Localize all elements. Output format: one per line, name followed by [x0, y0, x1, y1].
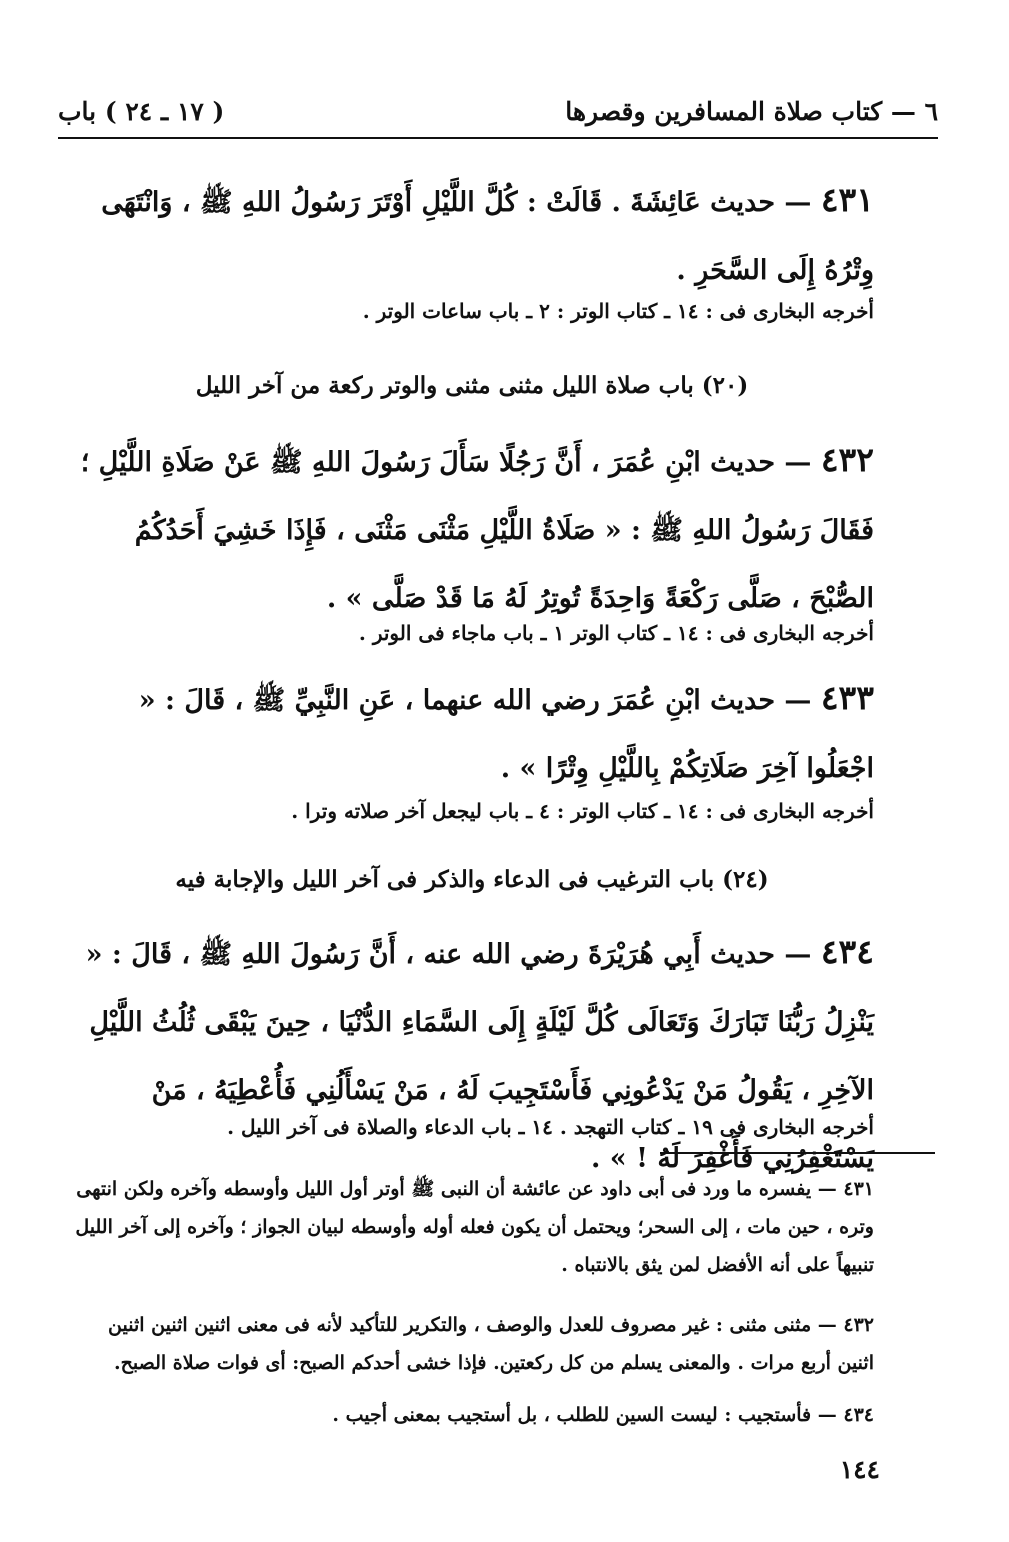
- header-section-range: ( ١٧ ـ ٢٤ ) باب: [58, 97, 225, 126]
- chapter-heading-24: (٢٤) باب الترغيب فى الدعاء والذكر فى آخر الليل والإجابة فيه: [175, 866, 769, 893]
- header-chapter-title: ٦ — كتاب صلاة المسافرين وقصرها: [565, 97, 938, 126]
- chapter-heading-20: (٢٠) باب صلاة الليل مثنى مثنى والوتر ركعة من آخر الليل: [195, 372, 749, 399]
- footnote-434: ٤٣٤ — فأستجيب : ليست السين للطلب ، بل أستجيب بمعنى أجيب .: [332, 1404, 874, 1426]
- footnote-432: ٤٣٢ — مثنى مثنى : غير مصروف للعدل والوصف ، والتكرير للتأكيد لأنه فى معنى اثنين اثنين اثنين اثنين أربع مرات . والمعنى يسلم من كل ركعتين. فإذا خشى أحدكم الصبح: أى فوات صلاة الصبح.: [108, 1314, 874, 1374]
- hadith-text: — حديث عَائِشَةَ . قَالَتْ : كُلَّ اللَّيْلِ أَوْتَرَ رَسُولُ اللهِ ﷺ ، وَانْتَهَى وِتْرُهُ إِلَى السَّحَرِ .: [101, 187, 874, 286]
- hadith-432-source: أخرجه البخارى فى : ١٤ ـ كتاب الوتر ١ ـ باب ماجاء فى الوتر .: [358, 621, 874, 645]
- page-number: ١٤٤: [839, 1455, 880, 1484]
- hadith-text: — حديث أَبِي هُرَيْرَةَ رضي الله عنه ، أَنَّ رَسُولَ اللهِ ﷺ ، قَالَ : « يَنْزِلُ رَبُّنَا تَبَارَكَ وَتَعَالَى كُلَّ لَيْلَةٍ إِلَى السَّمَاءِ الدُّنْيَا ، حِينَ يَبْقَى ثُلُثُ اللَّيْلِ الآخِرِ ، يَقُولُ مَنْ يَدْعُونِي فَأَسْتَجِيبَ لَهُ ، مَنْ يَسْأَلُنِي فَأُعْطِيَهُ ، مَنْ يَسْتَغْفِرُنِي فَأَغْفِرَ لَهُ ! » .: [85, 939, 874, 1174]
- hadith-number: ٤٣٤: [820, 932, 874, 971]
- hadith-number: ٤٣٢: [820, 440, 874, 479]
- hadith-431-source: أخرجه البخارى فى : ١٤ ـ كتاب الوتر : ٢ ـ باب ساعات الوتر .: [362, 299, 874, 323]
- hadith-number: ٤٣٣: [820, 678, 874, 717]
- hadith-432: [70, 426, 874, 633]
- hadith-434-source: أخرجه البخارى فى ١٩ ـ كتاب التهجد . ١٤ ـ باب الدعاء والصلاة فى آخر الليل .: [227, 1115, 874, 1139]
- footnote-separator: [660, 1152, 935, 1154]
- hadith-text: — حديث ابْنِ عُمَرَ رضي الله عنهما ، عَنِ النَّبِيِّ ﷺ ، قَالَ : « اجْعَلُوا آخِرَ صَلَاتِكُمْ بِاللَّيْلِ وِتْرًا » .: [138, 685, 874, 784]
- hadith-text: — حديث ابْنِ عُمَرَ ، أَنَّ رَجُلًا سَأَلَ رَسُولَ اللهِ ﷺ عَنْ صَلَاةِ اللَّيْلِ ؛ فَقَالَ رَسُولُ اللهِ ﷺ : « صَلَاةُ اللَّيْلِ مَثْنَى مَثْنَى ، فَإِذَا خَشِيَ أَحَدُكُمُ الصُّبْحَ ، صَلَّى رَكْعَةً وَاحِدَةً تُوتِرُ لَهُ مَا قَدْ صَلَّى » .: [80, 447, 874, 614]
- footnote-431: ٤٣١ — يفسره ما ورد فى أبى داود عن عائشة أن النبى ﷺ أوتر أول الليل وأوسطه وآخره ولكن انتهى وتره ، حين مات ، إلى السحر؛ ويحتمل أن يكون فعله أوله وأوسطه لبيان الجواز ؛ وآخره إلى آخر الليل تنبيهاً على أنه الأفضل لمن يثق بالانتباه .: [75, 1178, 874, 1276]
- hadith-433-source: أخرجه البخارى فى : ١٤ ـ كتاب الوتر : ٤ ـ باب ليجعل آخر صلاته وترا .: [291, 799, 874, 823]
- hadith-number: ٤٣١: [820, 180, 874, 219]
- header-divider: [58, 137, 938, 139]
- hadith-433: [70, 664, 874, 803]
- hadith-431: [70, 166, 874, 305]
- running-header: [58, 82, 938, 126]
